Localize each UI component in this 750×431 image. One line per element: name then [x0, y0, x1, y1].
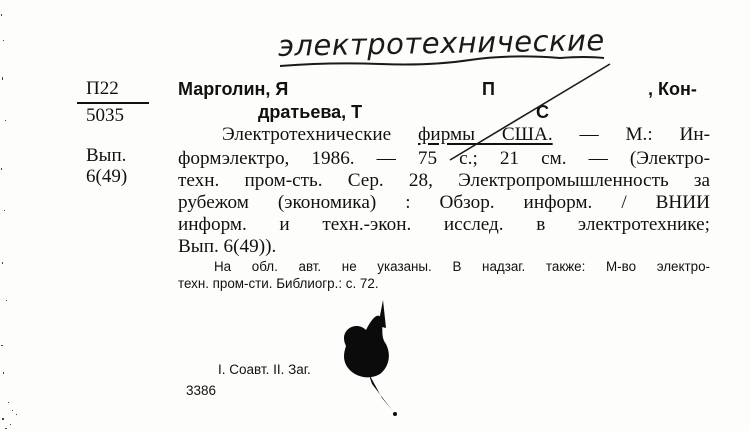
- call-number: 5035: [86, 105, 124, 126]
- issue-label: Вып.: [86, 145, 127, 166]
- author-line-1: Марголин, Я: [178, 79, 289, 99]
- author-initial-2: С: [536, 102, 549, 122]
- note-line-1: На обл. авт. не указаны. В надзаг. также: М-во электро-: [214, 259, 710, 274]
- shelf-mark: П22: [86, 78, 119, 99]
- scan-edge-noise: [0, 0, 22, 431]
- description-line-2: формэлектро, 1986. — 75 с.; 21 см. — (Электро-: [178, 148, 710, 169]
- title-publisher: — М.: Ин-: [552, 124, 710, 145]
- handwritten-subject-heading: электротехнические: [277, 23, 605, 63]
- description-line-6: Вып. 6(49)).: [178, 236, 277, 257]
- note-line-2: техн. пром-сти. Библиогр.: с. 72.: [178, 276, 379, 291]
- description-line-4: рубежом (экономика) : Обзор. информ. / ВНИИ: [178, 192, 710, 213]
- description-line-5: информ. и техн.-экон. исслед. в электротехнике;: [178, 214, 710, 235]
- author-line-1-end: , Кон-: [648, 79, 697, 99]
- author-initial-1: П: [482, 79, 495, 99]
- title-underlined: фирмы США.: [418, 124, 553, 145]
- title-start: Электротехнические: [222, 124, 418, 145]
- issue-number: 6(49): [86, 166, 128, 187]
- author-line-2: дратьева, Т: [258, 102, 363, 122]
- description-line-1: [222, 124, 710, 146]
- inventory-number: 3386: [186, 383, 217, 398]
- call-number-divider: [77, 102, 149, 104]
- ink-blot: [344, 300, 397, 416]
- tracings: I. Соавт. II. Заг.: [218, 362, 311, 377]
- description-line-3: техн. пром-сть. Сер. 28, Электропромышленность за: [178, 170, 710, 191]
